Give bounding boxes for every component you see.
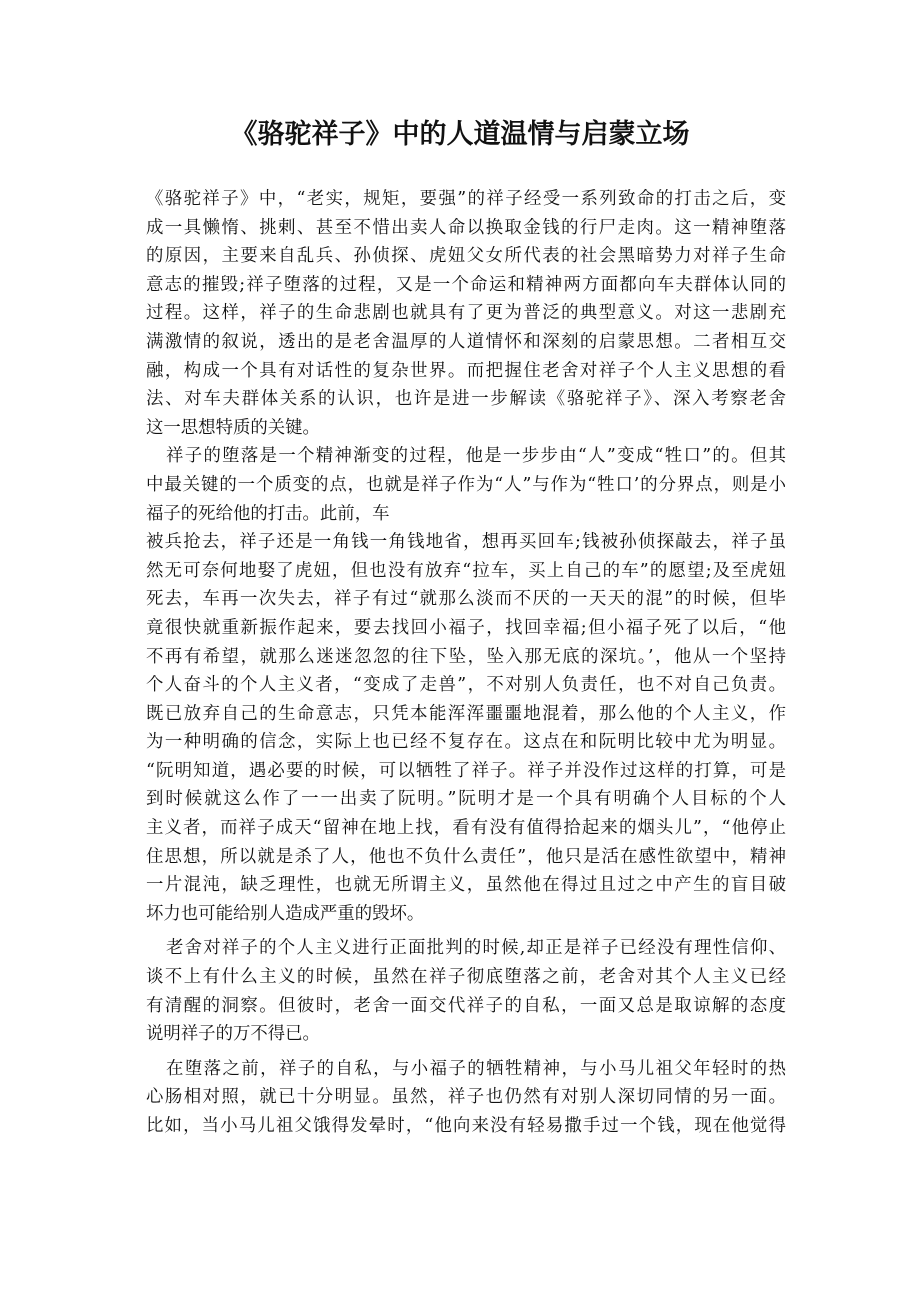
- text-line: 然无可奈何地娶了虎妞，但也没有放弃“拉车，买上自己的车”的愿望;及至虎妞: [146, 560, 786, 581]
- paragraph-5: [146, 1055, 786, 1141]
- text-line: 既已放弃自己的生命意志，只凭本能浑浑噩噩地混着，那么他的个人主义，作: [146, 703, 786, 724]
- text-line: 法、对车夫群体关系的认识，也许是进一步解读《骆驼祥子》、深入考察老舍: [146, 389, 786, 410]
- text-line: 意志的摧毁;祥子堕落的过程，又是一个命运和精神两方面都向车夫群体认同的: [146, 274, 786, 295]
- text-line: 被兵抢去，祥子还是一角钱一角钱地省，想再买回车;钱被孙侦探敲去，祥子虽: [146, 532, 786, 553]
- text-line: 中最关键的一个质变的点，也就是祥子作为“人”与作为“牲口’的分界点，则是小: [146, 474, 786, 495]
- text-line: 比如，当小马儿祖父饿得发晕时，“他向来没有轻易撒手过一个钱，现在他觉得: [146, 1116, 786, 1136]
- text-line: 个人奋斗的个人主义者，“变成了走兽”，不对别人负责任，也不对自己负责。: [146, 675, 786, 696]
- text-line: 老舍对祥子的个人主义进行正面批判的时候,却正是祥子已经没有理性信仰、: [166, 938, 786, 959]
- text-line: 成一具懒惰、挑剌、甚至不惜出卖人命以换取金钱的行尸走肉。这一精神堕落: [146, 217, 786, 238]
- document-title: 《骆驼祥子》中的人道温情与启蒙立场: [230, 119, 690, 150]
- text-line: 到时候就这么作了一一出卖了阮明。”阮明才是一个具有明确个人目标的个人: [146, 789, 786, 810]
- text-line: 一片混沌，缺乏理性，也就无所谓主义，虽然他在得过且过之中产生的盲目破: [146, 875, 786, 896]
- text-line: 福子的死给他的打击。此前，车: [146, 503, 390, 524]
- paragraph-2: [146, 442, 786, 528]
- text-line: 满激情的叙说，透出的是老舍温厚的人道情怀和深刻的启蒙思想。二者相互交: [146, 331, 786, 352]
- text-line: 主义者，而祥子成天“留神在地上找，看有没有值得拾起来的烟头儿”，“他停止: [146, 818, 786, 839]
- paragraph-4: [146, 934, 786, 1048]
- text-line: 死去，车再一次失去，祥子有过“就那么淡而不厌的一天天的混”的时候，但毕: [146, 589, 786, 610]
- text-line: 的原因，主要来自乱兵、孙侦探、虎妞父女所代表的社会黑暗势力对祥子生命: [146, 246, 786, 267]
- text-line: 竟很快就重新振作起来，要去找回小福子，找回幸福;但小福子死了以后，“他: [146, 617, 786, 638]
- text-line: 说明祥子的万不得已。: [146, 1024, 320, 1045]
- text-line: 过程。这样，祥子的生命悲剧也就具有了更为普泛的典型意义。对这一悲剧充: [146, 303, 786, 324]
- text-line: “阮明知道，遇必要的时候，可以牺牲了祥子。祥子并没作过这样的打算，可是: [146, 760, 786, 781]
- text-line: 不再有希望，就那么迷迷忽忽的往下坠，坠入那无底的深坑。’，他从一个坚持: [146, 646, 786, 667]
- text-line: 这一思想特质的关键。: [146, 417, 320, 438]
- text-line: 有清醒的洞察。但彼时，老舍一面交代祥子的自私，一面又总是取谅解的态度: [146, 995, 786, 1016]
- text-line: 住思想，所以就是杀了人，他也不负什么责任”，他只是活在感性欲望中，精神: [146, 846, 786, 867]
- text-line: 祥子的堕落是一个精神渐变的过程，他是一步步由“人”变成“牲口”的。但其: [166, 446, 786, 467]
- text-line: 《骆驼祥子》中，“老实，规矩，要强”的祥子经受一系列致命的打击之后，变: [146, 189, 786, 209]
- text-line: 谈不上有什么主义的时候，虽然在祥子彻底堕落之前，老舍对其个人主义已经: [146, 967, 786, 988]
- text-line: 融，构成一个具有对话性的复杂世界。而把握住老舍对祥子个人主义思想的看: [146, 360, 786, 381]
- text-line: 为一种明确的信念，实际上也已经不复存在。这点在和阮明比较中尤为明显。: [146, 732, 786, 753]
- paragraph-3: [146, 528, 786, 928]
- text-line: 坏力也可能给别人造成严重的毁坏。: [146, 903, 425, 924]
- text-line: 心肠相对照，就已十分明显。虽然，祥子也仍然有对别人深切同情的另一面。: [146, 1087, 786, 1108]
- paragraph-1: [146, 185, 786, 442]
- document-body: [146, 185, 786, 1141]
- text-line: 在堕落之前，祥子的自私，与小福子的牺牲精神，与小马儿祖父年轻时的热: [166, 1058, 786, 1079]
